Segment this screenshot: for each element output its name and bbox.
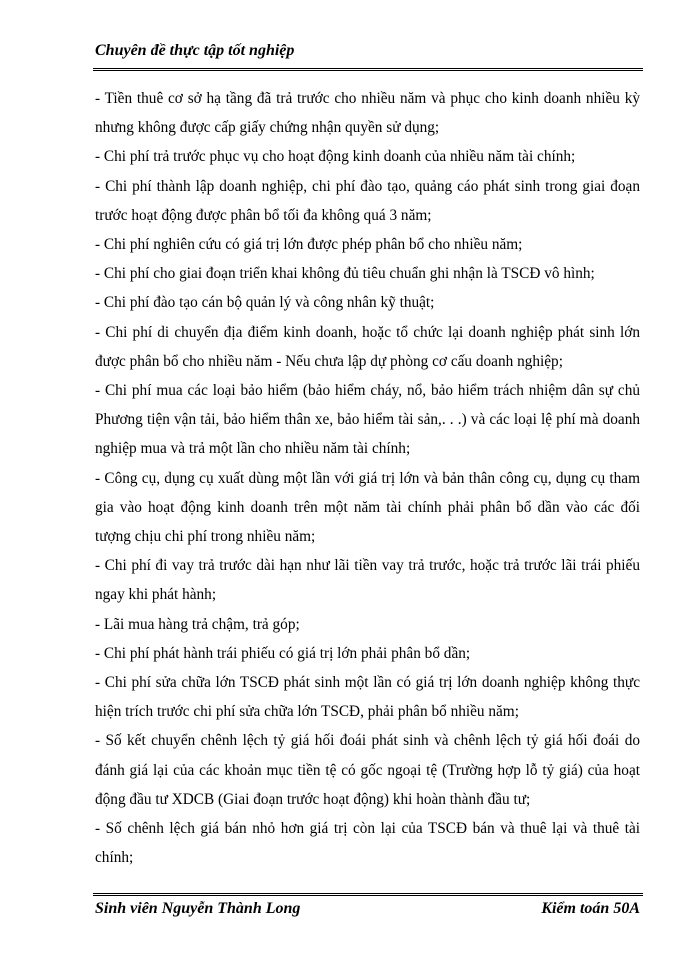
list-item: - Chi phí mua các loại bảo hiểm (bảo hiểm cháy, nổ, bảo hiểm trách nhiệm dân sự chủ Phương tiện vận tải, bảo hiểm thân xe, bảo hiểm tài sản,. . .) và các loại lệ phí mà doanh nghiệp mua và trả một lần cho nhiều năm tài chính; [95,382,640,458]
list-item: - Tiền thuê cơ sở hạ tầng đã trả trước cho nhiều năm và phục cho kinh doanh nhiều kỳ nhưng không được cấp giấy chứng nhận quyền sử dụng; [95,90,640,137]
list-item: - Chi phí thành lập doanh nghiệp, chi phí đào tạo, quảng cáo phát sinh trong giai đoạn trước hoạt động được phân bổ tối đa không quá 3 năm; [95,177,640,224]
list-item: - Chi phí di chuyển địa điểm kinh doanh, hoặc tổ chức lại doanh nghiệp phát sinh lớn được phân bổ cho nhiều năm - Nếu chưa lập dự phòng cơ cấu doanh nghiệp; [95,323,640,370]
list-item: - Chi phí phát hành trái phiếu có giá trị lớn phải phân bổ dần; [95,644,471,662]
list-item: - Chi phí sửa chữa lớn TSCĐ phát sinh một lần có giá trị lớn doanh nghiệp không thực hiện trích trước chi phí sửa chữa lớn TSCĐ, phải phân bổ nhiều năm; [95,674,640,721]
list-item: - Chi phí cho giai đoạn triển khai không đủ tiêu chuẩn ghi nhận là TSCĐ vô hình; [95,265,595,283]
document-body [95,84,640,872]
list-item: - Chi phí nghiên cứu có giá trị lớn được phép phân bổ cho nhiều năm; [95,236,523,254]
footer-divider [93,893,643,896]
footer-author: Sinh viên Nguyễn Thành Long [95,900,301,917]
list-item: - Số chênh lệch giá bán nhỏ hơn giá trị còn lại của TSCĐ bán và thuê lại và thuê tài chính; [95,820,640,867]
list-item: - Chi phí trả trước phục vụ cho hoạt động kinh doanh của nhiều năm tài chính; [95,148,576,166]
header-divider [93,68,643,71]
list-item: - Chi phí đào tạo cán bộ quản lý và công nhân kỹ thuật; [95,294,435,312]
page-header-title: Chuyên đề thực tập tốt nghiệp [95,42,295,59]
list-item: - Chi phí đi vay trả trước dài hạn như lãi tiền vay trả trước, hoặc trả trước lãi trái phiếu ngay khi phát hành; [95,557,640,604]
list-item: - Công cụ, dụng cụ xuất dùng một lần với giá trị lớn và bản thân công cụ, dụng cụ tham gia vào hoạt động kinh doanh trên một năm tài chính phải phân bổ dần vào các đối tượng chịu chi phí trong nhiều năm; [95,469,640,546]
list-item: - Lãi mua hàng trả chậm, trả góp; [95,615,300,633]
footer-class: Kiểm toán 50A [541,900,640,917]
list-item: - Số kết chuyển chênh lệch tỷ giá hối đoái phát sinh và chênh lệch tỷ giá hối đoái do đánh giá lại của các khoản mục tiền tệ có gốc ngoại tệ (Trường hợp lỗ tỷ giá) của hoạt động đầu tư XDCB (Giai đoạn trước hoạt động) khi hoàn thành đầu tư; [95,732,640,808]
